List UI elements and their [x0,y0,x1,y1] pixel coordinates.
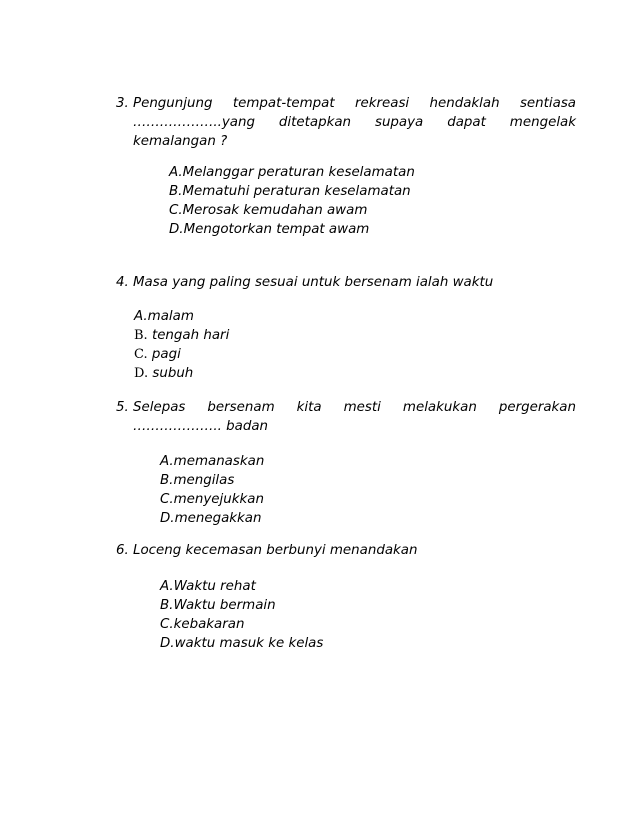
option-text: pagi [147,347,181,362]
option-letter: B. [134,328,148,343]
option-c [134,345,229,364]
options-6 [160,577,323,653]
option-letter: A. [134,309,148,324]
question-number: 6. [116,543,129,558]
option-d: D.menegakkan [160,511,262,526]
option-d: D.waktu masuk ke kelas [160,636,324,651]
option-b: B.mengilas [160,473,235,488]
option-text: subuh [148,366,194,381]
option-b: B.Waktu bermain [160,598,276,613]
option-d [134,364,229,383]
question-line: Selepas bersenam kita mesti melakukan pergerakan [133,400,576,415]
question-3 [116,94,576,151]
question-line: kemalangan ? [133,134,228,149]
option-text: tengah hari [147,328,230,343]
question-4 [116,273,576,292]
option-b: B.Mematuhi peraturan keselamatan [169,184,411,199]
option-a: A.memanaskan [160,454,265,469]
question-line: ………………..yang ditetapkan supaya dapat mengelak [133,115,576,130]
question-line: ……………….. badan [133,419,269,434]
question-text [133,273,576,292]
question-line: Masa yang paling sesuai untuk bersenam ialah waktu [133,275,494,290]
question-text [133,94,576,151]
option-letter: D. [134,366,149,381]
options-4 [134,307,229,383]
option-letter: C. [134,347,148,362]
question-text [133,541,576,560]
option-c: C.Merosak kemudahan awam [169,203,368,218]
question-6 [116,541,576,560]
options-3 [169,163,415,239]
option-a [134,307,229,326]
question-line: Loceng kecemasan berbunyi menandakan [133,543,418,558]
option-b [134,326,229,345]
option-a: A.Waktu rehat [160,579,256,594]
option-c: C.kebakaran [160,617,245,632]
options-5 [160,452,264,528]
question-text [133,398,576,436]
question-line: Pengunjung tempat-tempat rekreasi hendaklah sentiasa [133,96,576,111]
question-5 [116,398,576,436]
option-a: A.Melanggar peraturan keselamatan [169,165,415,180]
question-number: 3. [116,96,129,111]
question-number: 4. [116,275,129,290]
option-d: D.Mengotorkan tempat awam [169,222,370,237]
question-number: 5. [116,400,129,415]
option-c: C.menyejukkan [160,492,264,507]
option-text: malam [147,309,194,324]
